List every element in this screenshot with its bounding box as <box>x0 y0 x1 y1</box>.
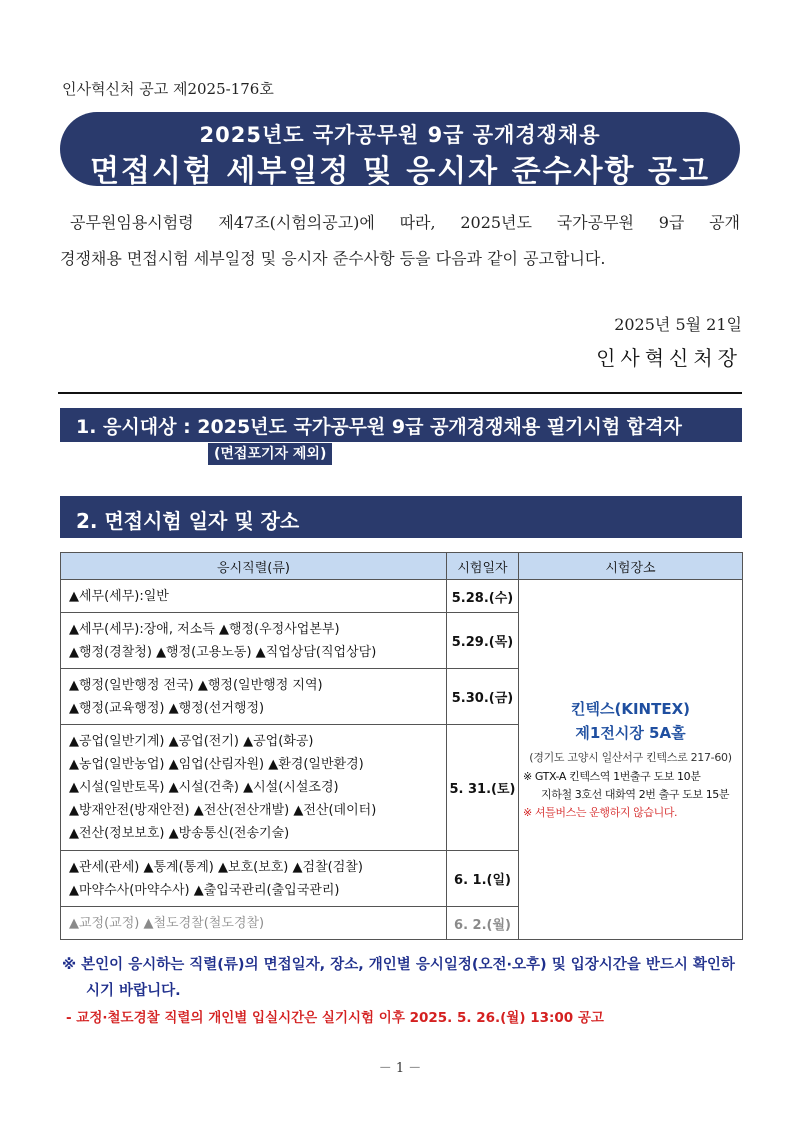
title-line-1: 2025년도 국가공무원 9급 공개경쟁채용 <box>199 123 601 147</box>
position-cell <box>61 613 447 669</box>
notice-number: 인사혁신처 공고 제2025-176호 <box>62 80 274 98</box>
place-name: 킨텍스(KINTEX) <box>571 700 690 718</box>
place-cell <box>519 580 743 940</box>
position-line: ▲시설(일반토목) ▲시설(건축) ▲시설(시설조경) <box>69 780 339 795</box>
place-transit-gtx: ※ GTX-A 킨텍스역 1번출구 도보 10분 <box>523 770 701 783</box>
position-line: ▲방재안전(방재안전) ▲전산(전산개발) ▲전산(데이터) <box>69 803 377 818</box>
position-line: ▲세무(세무):장애, 저소득 ▲행정(우정사업본부) <box>69 621 340 637</box>
header-position: 응시직렬(류) <box>61 553 447 580</box>
position-line: ▲전산(정보보호) ▲방송통신(전송기술) <box>69 826 290 841</box>
position-line: ▲관세(관세) ▲통계(통계) ▲보호(보호) ▲검찰(검찰) <box>69 859 363 875</box>
position-line: ▲행정(일반행정 전국) ▲행정(일반행정 지역) <box>69 677 323 693</box>
shuttle-warning: ※ 셔틀버스는 운행하지 않습니다. <box>523 806 678 819</box>
announcement-date: 2025년 5월 21일 <box>614 315 742 334</box>
notes <box>62 952 742 1030</box>
place-hall: 제1전시장 5A홀 <box>575 724 686 742</box>
table-row <box>61 580 743 613</box>
section-1-subtitle: (면접포기자 제외) <box>208 443 332 465</box>
position-cell <box>61 851 447 907</box>
date-cell: 5.30.(금) <box>447 669 519 725</box>
section-2-title: 2. 면접시험 일자 및 장소 <box>76 509 300 533</box>
position-line: ▲세무(세무):일반 <box>69 588 169 604</box>
position-line: ▲행정(경찰청) ▲행정(고용노동) ▲직업상담(직업상담) <box>69 644 377 660</box>
position-line: ▲농업(일반농업) ▲임업(산림자원) ▲환경(일반환경) <box>69 757 364 772</box>
position-cell <box>61 669 447 725</box>
page-number: － 1 － <box>378 1061 422 1076</box>
header-date: 시험일자 <box>447 553 519 580</box>
table-header-row <box>61 553 743 580</box>
date-cell: 5.29.(목) <box>447 613 519 669</box>
position-line: ▲공업(일반기계) ▲공업(전기) ▲공업(화공) <box>69 734 314 749</box>
date-cell: 6. 2.(월) <box>447 907 519 940</box>
intro-line-2: 경쟁채용 면접시험 세부일정 및 응시자 준수사항 등을 다음과 같이 공고합니다. <box>60 249 606 268</box>
note-check-schedule: ※ 본인이 응시하는 직렬(류)의 면접일자, 장소, 개인별 응시일정(오전·오후) 및 입장시간을 반드시 확인하시기 바랍니다. <box>62 957 735 999</box>
intro-paragraph <box>60 205 740 277</box>
schedule-table <box>60 552 743 940</box>
signer: 인사혁신처장 <box>596 346 742 370</box>
header-place: 시험장소 <box>519 553 743 580</box>
position-line: ▲교정(교정) ▲철도경찰(철도경찰) <box>69 915 265 931</box>
note-correction-police: - 교정·철도경찰 직렬의 개인별 입실시간은 실기시험 이후 2025. 5. 26.(월) 13:00 공고 <box>66 1010 604 1026</box>
position-cell <box>61 580 447 613</box>
intro-line-1: 공무원임용시험령 제47조(시험의공고)에 따라, 2025년도 국가공무원 9급 공개 <box>70 213 740 232</box>
date-cell: 6. 1.(일) <box>447 851 519 907</box>
divider <box>58 392 742 394</box>
title-banner <box>60 112 740 189</box>
date-cell: 5. 31.(토) <box>447 725 519 851</box>
position-line: ▲행정(교육행정) ▲행정(선거행정) <box>69 700 265 716</box>
place-transit-subway: 지하철 3호선 대화역 2번 출구 도보 15분 <box>541 788 730 801</box>
position-cell <box>61 907 447 940</box>
title-line-2: 면접시험 세부일정 및 응시자 준수사항 공고 <box>90 154 710 189</box>
position-cell <box>61 725 447 851</box>
place-address: (경기도 고양시 일산서구 킨텍스로 217-60) <box>529 751 732 764</box>
date-cell: 5.28.(수) <box>447 580 519 613</box>
position-line: ▲마약수사(마약수사) ▲출입국관리(출입국관리) <box>69 882 340 898</box>
section-1-title: 1. 응시대상 : 2025년도 국가공무원 9급 공개경쟁채용 필기시험 합격자 <box>76 416 682 438</box>
